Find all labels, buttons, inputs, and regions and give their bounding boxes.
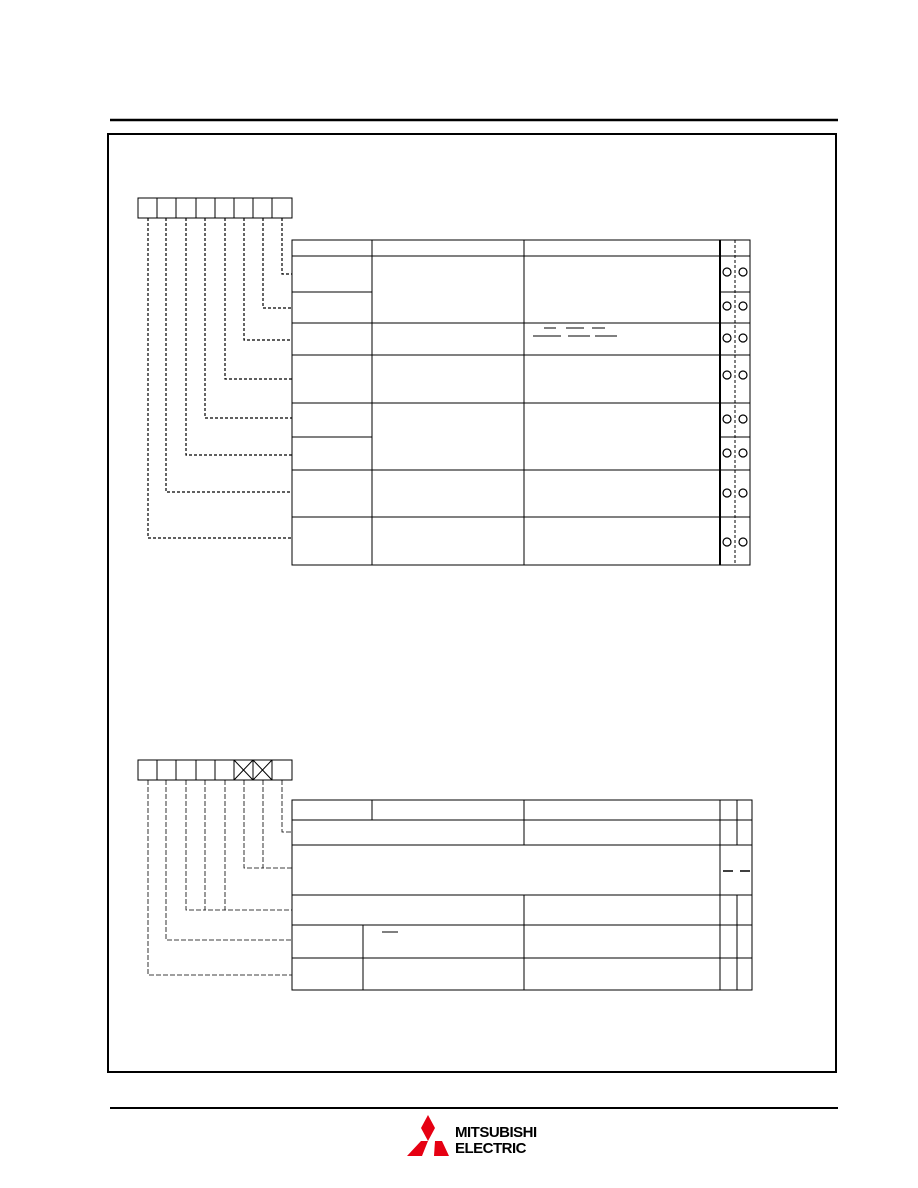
read-marker <box>723 489 731 497</box>
write-marker <box>739 415 747 423</box>
read-marker <box>723 415 731 423</box>
write-marker <box>739 371 747 379</box>
register-2-leader-lines <box>148 780 292 975</box>
register-1-table <box>292 240 750 565</box>
write-marker <box>739 268 747 276</box>
write-marker <box>739 449 747 457</box>
register-1-diagram <box>138 198 750 565</box>
write-marker <box>739 302 747 310</box>
read-marker <box>723 371 731 379</box>
content-frame <box>108 134 836 1072</box>
register-2-diagram <box>138 760 752 990</box>
read-marker <box>723 302 731 310</box>
write-marker <box>739 489 747 497</box>
register-1-leader-lines <box>148 218 292 538</box>
mitsubishi-logo-text <box>455 1125 537 1157</box>
brand-line-1: MITSUBISHI <box>455 1124 537 1141</box>
register-2-table <box>292 800 752 990</box>
register-2-bit-boxes <box>138 760 292 780</box>
read-marker <box>723 449 731 457</box>
register-1-bit-boxes <box>138 198 292 218</box>
read-marker <box>723 538 731 546</box>
read-marker <box>723 268 731 276</box>
write-marker <box>739 538 747 546</box>
write-marker <box>739 334 747 342</box>
brand-line-2: ELECTRIC <box>455 1140 526 1157</box>
read-marker <box>723 334 731 342</box>
mitsubishi-logo-icon <box>407 1115 449 1156</box>
